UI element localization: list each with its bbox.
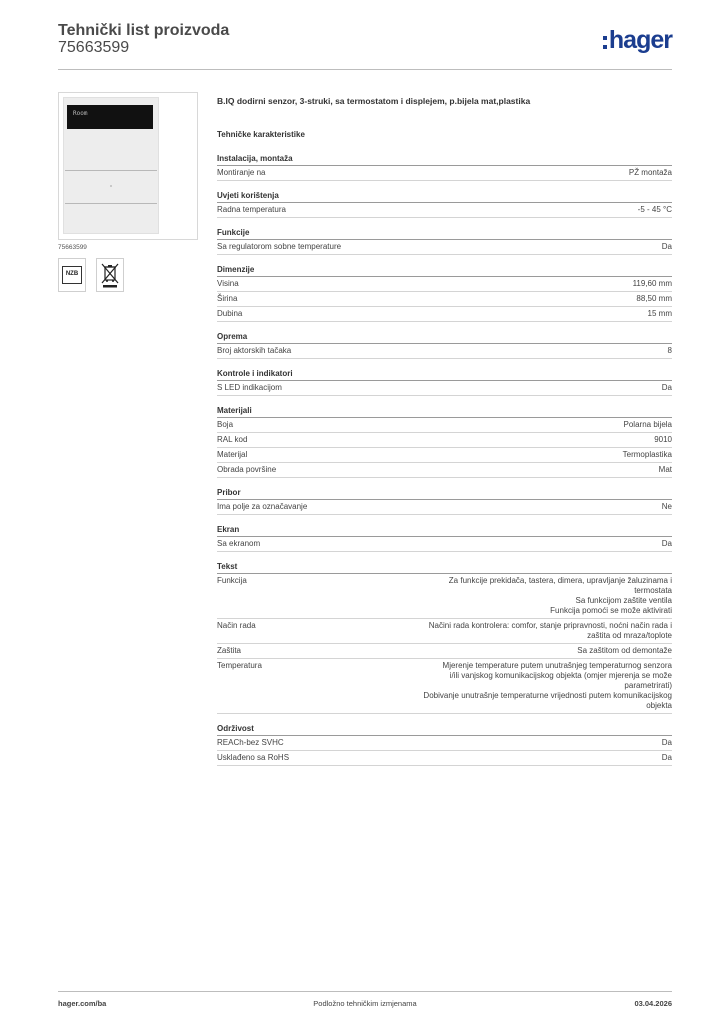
- spec-row: [217, 418, 672, 433]
- section-title: Funkcije: [217, 226, 672, 240]
- section-title: Dimenzije: [217, 263, 672, 277]
- spec-section: [217, 152, 672, 181]
- spec-value-line: parametrirati): [624, 681, 672, 690]
- spec-value: [367, 753, 672, 763]
- spec-value-line: Mat: [658, 465, 672, 474]
- spec-label: Montiranje na: [217, 168, 266, 177]
- spec-value-line: termostata: [634, 586, 672, 595]
- spec-value-line: 88,50 mm: [636, 294, 672, 303]
- spec-value-line: Za funkcije prekidača, tastera, dimera, upravljanje žaluzinama i: [448, 576, 672, 585]
- spec-value: [367, 168, 672, 178]
- spec-value-line: Polarna bijela: [623, 420, 672, 429]
- spec-value-line: Sa funkcijom zaštite ventila: [575, 596, 672, 605]
- spec-label: Sa ekranom: [217, 539, 261, 548]
- specifications-table: [217, 152, 672, 774]
- product-description: B.IQ dodirni senzor, 3-struki, sa termostatom i displejem, p.bijela mat,plastika: [217, 96, 531, 106]
- spec-label: Obrada površine: [217, 465, 277, 474]
- spec-label: Širina: [217, 294, 238, 303]
- device-illustration: [63, 97, 159, 234]
- section-title: Kontrole i indikatori: [217, 367, 672, 381]
- spec-value: [367, 309, 672, 319]
- page-header: [58, 20, 672, 70]
- spec-value-line: 119,60 mm: [632, 279, 672, 288]
- spec-label: Broj aktorskih tačaka: [217, 346, 292, 355]
- spec-label: Način rada: [217, 621, 256, 630]
- spec-value-line: PŽ montaža: [628, 168, 672, 177]
- spec-row: [217, 203, 672, 218]
- footer-website: hager.com/ba: [58, 999, 107, 1008]
- spec-label: Usklađeno sa RoHS: [217, 753, 290, 762]
- spec-value-line: Da: [661, 242, 672, 251]
- spec-value-line: Da: [661, 383, 672, 392]
- spec-row: [217, 277, 672, 292]
- spec-value: [367, 242, 672, 252]
- spec-value-line: Dobivanje unutrašnje temperaturne vrijednosti putem komunikacijskog: [423, 691, 672, 700]
- section-title: Tekst: [217, 560, 672, 574]
- rocker-divider: [65, 170, 157, 171]
- spec-row: [217, 381, 672, 396]
- spec-value-line: Mjerenje temperature putem unutrašnjeg temperaturnog senzora: [442, 661, 672, 670]
- spec-section: [217, 263, 672, 322]
- section-title: Instalacija, montaža: [217, 152, 672, 166]
- spec-row: [217, 574, 672, 619]
- hager-logo: [603, 28, 672, 53]
- product-code: 75663599: [58, 244, 87, 251]
- spec-label: Ima polje za označavanje: [217, 502, 308, 511]
- spec-value-line: Da: [661, 753, 672, 762]
- spec-row: [217, 659, 672, 714]
- spec-section: [217, 523, 672, 552]
- spec-row: [217, 463, 672, 478]
- section-title: Pribor: [217, 486, 672, 500]
- display-text-left: [73, 110, 87, 117]
- spec-row: [217, 433, 672, 448]
- spec-row: [217, 448, 672, 463]
- spec-value: [367, 450, 672, 460]
- spec-row: [217, 751, 672, 766]
- rocker-divider: [65, 203, 157, 204]
- spec-value: [367, 539, 672, 549]
- spec-value-line: i/ili vanjskog komunikacijskog objekta (omjer mjerenja se može: [449, 671, 672, 680]
- spec-label: Temperatura: [217, 661, 262, 670]
- spec-label: Visina: [217, 279, 239, 288]
- spec-value: [367, 646, 672, 656]
- spec-section: [217, 486, 672, 515]
- spec-row: [217, 619, 672, 644]
- spec-value: [367, 465, 672, 475]
- spec-value: [367, 420, 672, 430]
- device-display: [67, 105, 153, 129]
- spec-value-line: -5 - 45 °C: [637, 205, 672, 214]
- spec-value-line: 8: [667, 346, 672, 355]
- spec-section: [217, 560, 672, 714]
- section-title: Ekran: [217, 523, 672, 537]
- nzb-icon: NZB: [62, 266, 82, 284]
- crossed-bin-icon: [100, 262, 120, 288]
- spec-value-line: Ne: [661, 502, 672, 511]
- spec-section: [217, 189, 672, 218]
- spec-row: [217, 307, 672, 322]
- spec-row: [217, 537, 672, 552]
- product-image: [58, 92, 198, 240]
- spec-value-line: 9010: [654, 435, 672, 444]
- spec-label: Radna temperatura: [217, 205, 286, 214]
- section-title: Održivost: [217, 722, 672, 736]
- spec-value-line: Da: [661, 539, 672, 548]
- logo-text: hager: [608, 26, 672, 54]
- page-footer: [58, 991, 672, 1011]
- display-line: Room: [73, 110, 88, 117]
- spec-value: [367, 661, 672, 711]
- spec-value-line: Termoplastika: [622, 450, 672, 459]
- spec-row: [217, 644, 672, 659]
- spec-value: [367, 294, 672, 304]
- spec-row: [217, 500, 672, 515]
- spec-value-line: Načini rada kontrolera: comfor, stanje pripravnosti, noćni način rada i: [428, 621, 672, 630]
- section-title: Materijali: [217, 404, 672, 418]
- spec-label: RAL kod: [217, 435, 248, 444]
- document-title: Tehnički list proizvoda: [58, 22, 230, 39]
- spec-label: Zaštita: [217, 646, 242, 655]
- spec-section: [217, 367, 672, 396]
- spec-value: [367, 576, 672, 616]
- spec-value-line: Da: [661, 738, 672, 747]
- spec-label: REACh-bez SVHC: [217, 738, 284, 747]
- spec-value-line: 15 mm: [647, 309, 672, 318]
- weee-badge: [96, 258, 124, 292]
- section-title: Oprema: [217, 330, 672, 344]
- spec-value-line: Sa zaštitom od demontaže: [577, 646, 672, 655]
- spec-value: [367, 502, 672, 512]
- spec-section: [217, 404, 672, 478]
- spec-value: [367, 383, 672, 393]
- spec-section: [217, 722, 672, 766]
- nzb-badge: [58, 258, 86, 292]
- spec-row: [217, 736, 672, 751]
- spec-row: [217, 292, 672, 307]
- spec-value: [367, 279, 672, 289]
- spec-section: [217, 330, 672, 359]
- spec-value: [367, 435, 672, 445]
- spec-row: [217, 166, 672, 181]
- spec-value: [367, 738, 672, 748]
- spec-label: S LED indikacijom: [217, 383, 282, 392]
- document-number: 75663599: [58, 39, 130, 56]
- spec-label: Funkcija: [217, 576, 247, 585]
- led-indicator: [110, 185, 112, 187]
- spec-label: Sa regulatorom sobne temperature: [217, 242, 342, 251]
- footer-disclaimer: Podložno tehničkim izmjenama: [313, 999, 417, 1008]
- spec-value-line: Funkcija pomoći se može aktivirati: [550, 606, 672, 615]
- section-title: Uvjeti korištenja: [217, 189, 672, 203]
- technical-characteristics-heading: Tehničke karakteristike: [217, 130, 305, 139]
- spec-section: [217, 226, 672, 255]
- spec-label: Boja: [217, 420, 234, 429]
- spec-value: [367, 205, 672, 215]
- spec-value-line: zaštita od mraza/toplote: [587, 631, 672, 640]
- footer-date: 03.04.2026: [634, 999, 672, 1008]
- spec-value: [367, 621, 672, 641]
- spec-value-line: objekta: [646, 701, 672, 710]
- spec-row: [217, 240, 672, 255]
- spec-value: [367, 346, 672, 356]
- spec-row: [217, 344, 672, 359]
- spec-label: Dubina: [217, 309, 243, 318]
- logo-colon-icon: [603, 36, 607, 49]
- spec-label: Materijal: [217, 450, 248, 459]
